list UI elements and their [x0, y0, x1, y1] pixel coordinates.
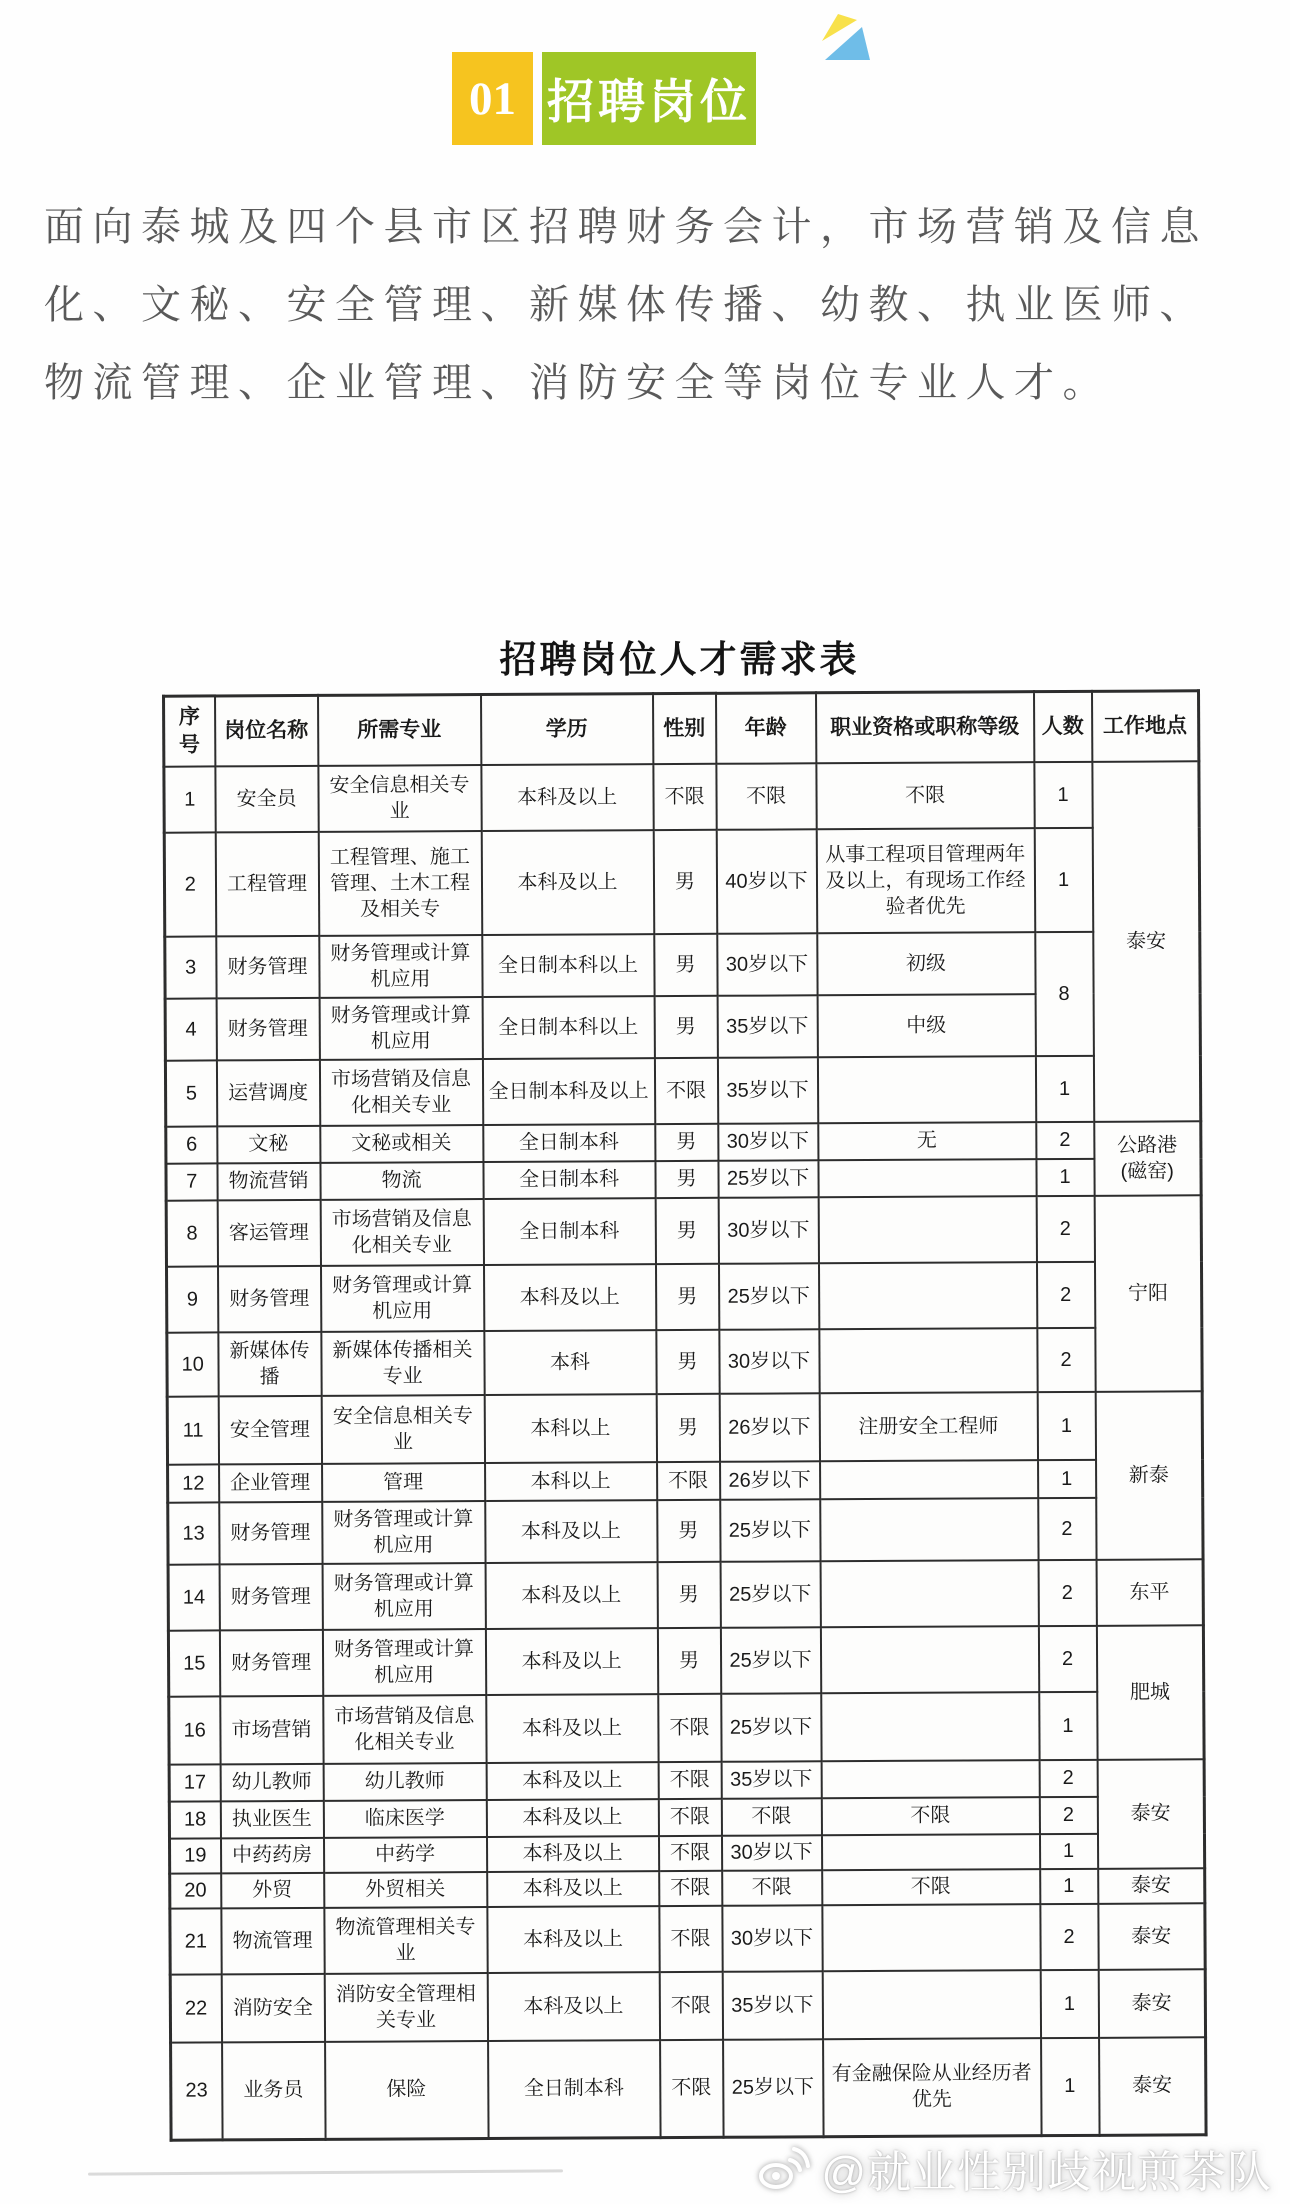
cell-position: 客运管理	[217, 1199, 320, 1266]
cell-location: 泰安	[1092, 761, 1201, 1122]
cell-major: 工程管理、施工管理、土木工程及相关专	[318, 831, 482, 936]
cell-age: 26岁以下	[719, 1393, 819, 1462]
cell-gender: 男	[655, 1263, 718, 1329]
cell-degree: 全日制本科以上	[482, 934, 654, 997]
cell-gender: 男	[653, 829, 717, 933]
cell-age: 30岁以下	[721, 1835, 821, 1871]
cell-no: 16	[169, 1696, 220, 1764]
cell-major: 财务管理或计算机应用	[322, 1629, 485, 1696]
cell-no: 21	[170, 1908, 221, 1974]
cell-age: 25岁以下	[718, 1160, 818, 1198]
cell-count: 1	[1039, 1691, 1097, 1759]
cell-qualification: 不限	[822, 1869, 1040, 1905]
table-row	[169, 1759, 1204, 1801]
cell-gender: 男	[654, 995, 717, 1057]
cell-no: 14	[168, 1564, 219, 1630]
cell-no: 19	[169, 1838, 220, 1873]
cell-location: 宁阳	[1094, 1195, 1202, 1392]
cell-location: 新泰	[1095, 1391, 1203, 1560]
cell-count: 2	[1036, 1121, 1094, 1158]
cell-no: 1	[164, 766, 215, 832]
cell-major: 新媒体传播相关专业	[321, 1331, 484, 1396]
cell-no: 17	[169, 1764, 220, 1801]
col-header-1: 岗位名称	[215, 695, 318, 766]
cell-no: 6	[166, 1126, 217, 1163]
table-row	[166, 1158, 1201, 1200]
cell-age: 不限	[721, 1798, 821, 1836]
cell-count: 1	[1040, 1969, 1098, 2037]
cell-major: 临床医学	[323, 1800, 486, 1838]
cell-age: 25岁以下	[721, 1693, 821, 1762]
cell-position: 财务管理	[219, 1563, 322, 1630]
cell-major: 市场营销及信息化相关专业	[323, 1695, 486, 1764]
cell-count: 2	[1038, 1497, 1096, 1559]
cell-no: 4	[165, 998, 216, 1060]
cell-count: 1	[1034, 761, 1092, 827]
cell-age: 35岁以下	[722, 1971, 822, 2040]
cell-degree: 本科及以上	[483, 1264, 655, 1331]
cell-major: 幼儿教师	[323, 1763, 486, 1801]
cell-major: 中药学	[323, 1837, 486, 1873]
section-number-badge: 01	[452, 52, 533, 145]
cell-major: 管理	[322, 1463, 485, 1502]
cell-qualification	[822, 1904, 1040, 1971]
cell-major: 文秘或相关	[320, 1125, 483, 1163]
table-row	[170, 1969, 1205, 2042]
cell-position: 企业管理	[219, 1463, 322, 1502]
cell-gender: 不限	[659, 1971, 722, 2039]
cell-degree: 本科及以上	[481, 764, 653, 831]
cell-count: 1	[1039, 1833, 1097, 1868]
cell-no: 15	[168, 1630, 219, 1696]
cell-qualification	[819, 1328, 1037, 1393]
cell-location: 泰安	[1098, 1868, 1205, 1904]
cell-major: 物流	[320, 1162, 483, 1200]
recruitment-table	[162, 689, 1208, 2141]
cell-major: 物流管理相关专业	[324, 1907, 487, 1974]
cell-gender: 男	[656, 1393, 719, 1461]
cell-age: 35岁以下	[721, 1761, 821, 1799]
cell-qualification: 有金融保险从业经历者优先	[823, 2038, 1042, 2137]
table-row	[170, 1903, 1205, 1974]
cell-degree: 本科及以上	[481, 830, 654, 935]
cell-degree: 本科及以上	[486, 1694, 658, 1763]
cell-degree: 本科以上	[485, 1462, 657, 1501]
table-row	[166, 1261, 1201, 1332]
cell-position: 财务管理	[219, 1501, 322, 1564]
cell-degree: 全日制本科	[488, 2040, 661, 2139]
cell-position: 物流管理	[221, 1907, 324, 1974]
intro-paragraph	[44, 188, 1264, 422]
cell-count: 2	[1036, 1195, 1094, 1261]
cell-degree: 本科及以上	[487, 1871, 659, 1907]
cell-position: 中药药房	[220, 1837, 323, 1873]
cell-age: 不限	[716, 763, 816, 830]
cell-position: 新媒体传播	[218, 1331, 321, 1396]
cell-location: 泰安	[1097, 1759, 1205, 1869]
cell-age: 30岁以下	[718, 1197, 818, 1264]
cell-count: 1	[1035, 1055, 1093, 1121]
cell-no: 5	[165, 1060, 216, 1126]
cell-qualification	[820, 1626, 1038, 1693]
col-header-0: 序号	[164, 696, 215, 766]
table-row	[171, 2037, 1206, 2140]
cell-count: 2	[1040, 1903, 1098, 1969]
table-row	[166, 1195, 1201, 1266]
cell-degree: 本科及以上	[485, 1500, 657, 1563]
table-row	[166, 1121, 1201, 1163]
cell-degree: 本科	[484, 1330, 656, 1395]
section-title-badge: 招聘岗位	[542, 52, 756, 145]
cell-no: 3	[165, 936, 216, 998]
cell-gender: 男	[654, 933, 717, 995]
cell-no: 11	[167, 1396, 218, 1464]
col-header-4: 性别	[653, 693, 716, 763]
cell-age: 25岁以下	[718, 1263, 818, 1330]
watermark	[757, 2136, 1272, 2200]
cell-position: 财务管理	[216, 935, 319, 998]
cell-location: 泰安	[1098, 1969, 1205, 2038]
cell-age: 35岁以下	[717, 995, 817, 1058]
col-header-2: 所需专业	[318, 695, 481, 766]
cell-major: 财务管理或计算机应用	[319, 935, 482, 998]
cell-degree: 全日制本科以上	[482, 996, 654, 1059]
cell-gender: 男	[657, 1627, 720, 1693]
intro-line: 化、文秘、安全管理、新媒体传播、幼教、执业医师、	[44, 283, 1208, 327]
cell-no: 23	[171, 2042, 223, 2140]
cell-count: 2	[1038, 1625, 1096, 1691]
cell-age: 30岁以下	[719, 1329, 819, 1394]
cell-gender: 男	[656, 1329, 719, 1393]
table-row	[169, 1833, 1204, 1873]
cell-qualification: 不限	[821, 1797, 1039, 1835]
cell-qualification	[820, 1460, 1038, 1499]
cell-major: 消防安全管理相关专业	[324, 1973, 487, 2042]
table-title: 招聘岗位人才需求表	[499, 639, 860, 680]
cell-degree: 本科及以上	[487, 1906, 659, 1973]
intro-line: 面向泰城及四个县市区招聘财务会计，市场营销及信息	[44, 205, 1208, 249]
table-row	[167, 1327, 1202, 1396]
col-header-5: 年龄	[716, 693, 816, 764]
cell-age: 25岁以下	[720, 1561, 820, 1628]
table-row	[164, 827, 1200, 936]
cell-degree: 本科以上	[484, 1394, 656, 1463]
cell-qualification	[821, 1692, 1039, 1761]
cell-qualification: 不限	[816, 762, 1034, 829]
cell-degree: 本科及以上	[486, 1762, 658, 1800]
cell-no: 9	[166, 1266, 217, 1332]
cell-position: 业务员	[222, 2041, 326, 2140]
cell-gender: 男	[657, 1561, 720, 1627]
cell-gender: 男	[655, 1197, 718, 1263]
cell-position: 财务管理	[217, 1265, 320, 1332]
cell-count: 1	[1041, 2037, 1100, 2135]
cell-position: 安全员	[215, 765, 318, 832]
cell-position: 财务管理	[219, 1629, 322, 1696]
table-row	[168, 1497, 1203, 1564]
cell-count: 2	[1036, 1261, 1094, 1327]
cell-position: 执业医生	[220, 1800, 323, 1838]
cell-gender: 不限	[653, 763, 716, 829]
cell-qualification	[820, 1498, 1038, 1561]
cell-major: 财务管理或计算机应用	[322, 1501, 485, 1564]
cell-qualification	[818, 1196, 1036, 1263]
cell-qualification: 中级	[817, 994, 1035, 1057]
cell-qualification: 无	[818, 1122, 1036, 1160]
cell-count: 1	[1040, 1868, 1098, 1903]
cell-count: 1	[1034, 827, 1093, 931]
cell-location: 泰安	[1099, 2037, 1207, 2136]
cell-qualification	[818, 1159, 1036, 1197]
cell-age: 30岁以下	[717, 933, 817, 996]
cell-major: 市场营销及信息化相关专业	[319, 1059, 482, 1126]
table-row	[167, 1391, 1202, 1464]
cell-major: 财务管理或计算机应用	[319, 997, 482, 1060]
cell-degree: 本科及以上	[486, 1799, 658, 1837]
cell-qualification: 从事工程项目管理两年及以上，有现场工作经验者优先	[816, 828, 1035, 933]
triangle-decoration-icon	[812, 14, 878, 62]
cell-major: 安全信息相关专业	[318, 765, 481, 832]
section-header-badge	[452, 52, 756, 145]
cell-no: 20	[170, 1873, 221, 1908]
table-row	[164, 761, 1199, 832]
cell-degree: 全日制本科	[483, 1124, 655, 1162]
cell-gender: 不限	[660, 2039, 724, 2137]
table-row	[168, 1625, 1203, 1696]
cell-gender: 不限	[659, 1870, 722, 1905]
cell-qualification: 注册安全工程师	[819, 1392, 1037, 1461]
cell-gender: 不限	[658, 1693, 721, 1761]
table-row	[168, 1559, 1203, 1630]
cell-age: 35岁以下	[717, 1057, 817, 1124]
cell-qualification	[820, 1560, 1038, 1627]
cell-qualification	[821, 1760, 1039, 1798]
cell-major: 财务管理或计算机应用	[322, 1563, 485, 1630]
cell-major: 外贸相关	[324, 1872, 487, 1908]
cell-position: 财务管理	[216, 997, 319, 1060]
table-header-row	[164, 691, 1199, 766]
cell-qualification	[818, 1262, 1036, 1329]
cell-age: 不限	[722, 1870, 822, 1906]
table-row	[165, 931, 1200, 998]
cell-degree: 全日制本科	[483, 1161, 655, 1199]
cell-count: 2	[1039, 1796, 1097, 1833]
cell-location: 肥城	[1096, 1625, 1204, 1760]
cell-gender: 男	[655, 1123, 718, 1160]
table-row	[168, 1459, 1203, 1502]
cell-no: 7	[166, 1163, 217, 1200]
table-section	[0, 636, 1290, 2139]
cell-location: 东平	[1096, 1559, 1203, 1626]
table-row	[165, 1055, 1200, 1126]
cell-position: 安全管理	[218, 1395, 321, 1464]
cell-qualification	[817, 1056, 1035, 1123]
cell-position: 文秘	[217, 1125, 320, 1163]
cell-age: 30岁以下	[722, 1905, 822, 1972]
cell-no: 18	[169, 1801, 220, 1838]
cell-major: 市场营销及信息化相关专业	[320, 1199, 483, 1266]
cell-location: 公路港 (磁窑)	[1094, 1121, 1201, 1196]
cell-count: 1	[1038, 1459, 1096, 1497]
cell-position: 消防安全	[221, 1973, 324, 2042]
cell-count: 2	[1037, 1327, 1095, 1391]
col-header-8: 工作地点	[1092, 691, 1199, 762]
cell-no: 8	[166, 1200, 217, 1266]
cell-major: 安全信息相关专业	[321, 1395, 484, 1464]
cell-qualification	[822, 1970, 1040, 2039]
col-header-3: 学历	[481, 694, 653, 765]
cell-degree: 全日制本科及以上	[482, 1058, 654, 1125]
cell-gender: 不限	[658, 1835, 721, 1870]
cell-position: 物流营销	[217, 1162, 320, 1200]
cell-position: 外贸	[221, 1872, 324, 1908]
cell-degree: 全日制本科	[483, 1198, 655, 1265]
cell-no: 10	[167, 1332, 218, 1396]
cell-count: 2	[1039, 1759, 1097, 1796]
cell-qualification: 初级	[817, 932, 1035, 995]
cell-count: 8	[1035, 931, 1094, 1055]
cell-age: 26岁以下	[720, 1461, 820, 1500]
cell-position: 市场营销	[220, 1695, 323, 1764]
cell-count: 1	[1036, 1158, 1094, 1195]
col-header-7: 人数	[1034, 691, 1092, 761]
cell-count: 2	[1038, 1559, 1096, 1625]
cell-degree: 本科及以上	[485, 1562, 657, 1629]
cell-age: 25岁以下	[720, 1627, 820, 1694]
col-header-6: 职业资格或职称等级	[816, 692, 1034, 763]
cell-degree: 本科及以上	[485, 1628, 657, 1695]
weibo-icon	[757, 2145, 811, 2191]
cell-gender: 不限	[659, 1905, 722, 1971]
cell-gender: 不限	[658, 1761, 721, 1798]
cell-age: 25岁以下	[720, 1499, 820, 1562]
cell-qualification	[821, 1834, 1039, 1870]
cell-no: 22	[170, 1974, 221, 2042]
cell-gender: 不限	[657, 1461, 720, 1499]
cell-count: 1	[1037, 1391, 1095, 1459]
cell-degree: 本科及以上	[487, 1972, 659, 2041]
cell-gender: 男	[657, 1499, 720, 1561]
cell-age: 30岁以下	[718, 1123, 818, 1161]
cell-position: 工程管理	[215, 831, 319, 936]
cell-age: 40岁以下	[716, 829, 817, 934]
cell-gender: 不限	[654, 1057, 717, 1123]
cell-position: 幼儿教师	[220, 1763, 323, 1801]
cell-position: 运营调度	[216, 1059, 319, 1126]
watermark-handle: @就业性别歧视煎茶队	[821, 2148, 1272, 2197]
cell-age: 25岁以下	[723, 2039, 824, 2138]
cell-gender: 不限	[658, 1798, 721, 1835]
intro-line: 物流管理、企业管理、消防安全等岗位专业人才。	[44, 361, 1111, 405]
cell-location: 泰安	[1098, 1903, 1205, 1970]
cell-no: 12	[168, 1464, 219, 1502]
table-row	[169, 1796, 1204, 1838]
cell-gender: 男	[655, 1160, 718, 1197]
cell-no: 2	[164, 832, 216, 936]
cell-degree: 本科及以上	[486, 1836, 658, 1872]
cell-major: 财务管理或计算机应用	[320, 1265, 483, 1332]
table-row	[170, 1868, 1205, 1908]
cell-no: 13	[168, 1502, 219, 1564]
cell-major: 保险	[325, 2041, 489, 2140]
table-row	[169, 1691, 1204, 1764]
scan-artifact-line	[88, 2169, 563, 2175]
